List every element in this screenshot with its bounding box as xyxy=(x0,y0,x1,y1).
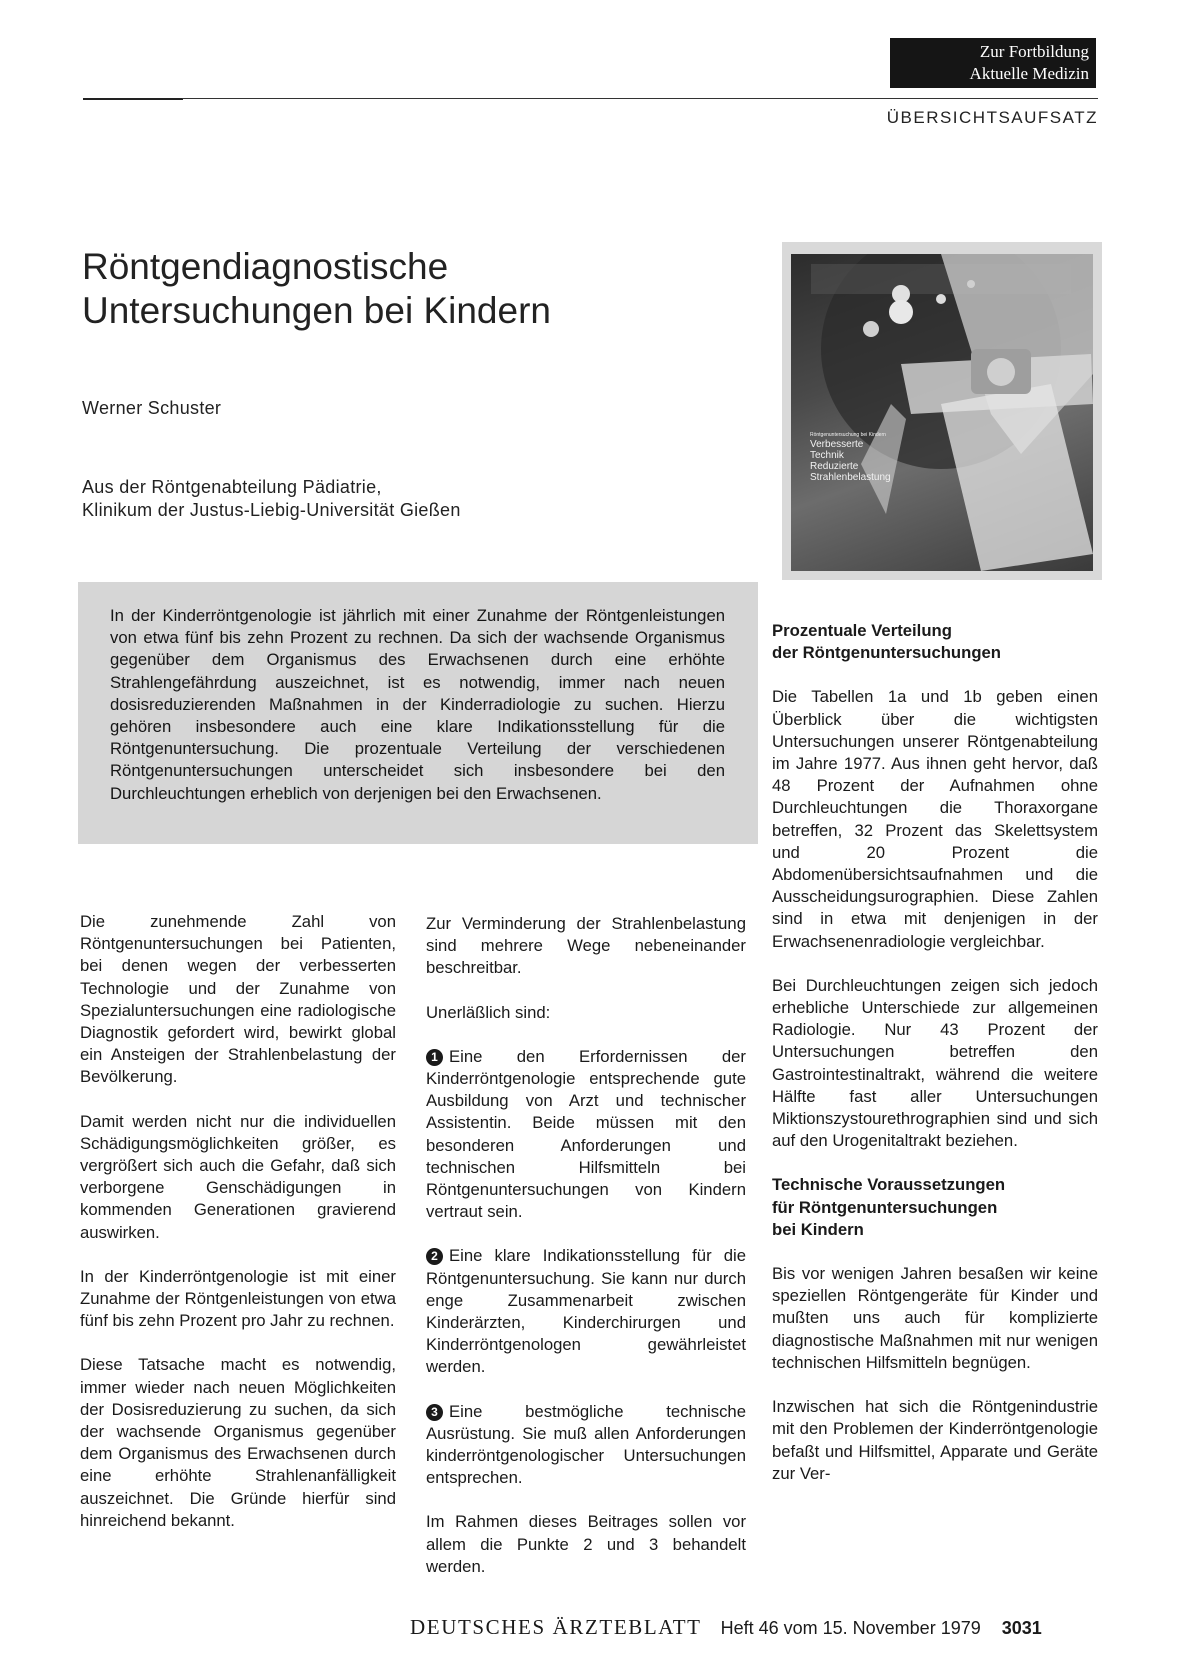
paragraph: Unerläßlich sind: xyxy=(426,1002,551,1022)
list-item xyxy=(426,1046,746,1224)
body-column-2 xyxy=(426,913,746,1600)
cover-caption xyxy=(810,432,891,483)
section-heading xyxy=(772,620,1098,664)
title-line-2: Untersuchungen bei Kindern xyxy=(82,290,551,331)
section-heading-line: bei Kindern xyxy=(772,1219,864,1239)
cover-caption-small: Röntgenuntersuchung bei Kindern xyxy=(810,432,886,438)
cover-caption-line: Technik xyxy=(810,450,844,461)
section-heading-line: für Röntgenuntersuchungen xyxy=(772,1197,998,1217)
paragraph: Diese Tatsache macht es notwendig, immer wieder nach neuen Möglichkeiten der Dosisreduzierung zu suchen, da sich der wachsende Organismus gegenüber dem Organismus des Erwachsenen durch eine erhöhte Strahlenanfälligkeit auszeichnet. Die Gründe hierfür sind hinreichend bekannt. xyxy=(80,1355,396,1530)
header-rule-accent xyxy=(83,98,183,100)
section-heading-line: der Röntgenuntersuchungen xyxy=(772,643,1001,663)
number-1-icon: 1 xyxy=(426,1049,443,1066)
cover-caption-line: Reduzierte xyxy=(810,461,859,472)
number-3-icon: 3 xyxy=(426,1404,443,1421)
paragraph: Die Tabellen 1a und 1b geben einen Überblick über die wichtigsten Untersuchungen unserer Röntgenabteilung im Jahre 1977. Aus ihnen geht hervor, daß 48 Prozent der Aufnahmen ohne Durchleuchtungen die Thoraxorgane betreffen, 32 Prozent das Skelettsystem und 20 Prozent die Abdomenübersichtsaufnahmen und die Ausscheidungsurographien. Diese Zahlen sind in etwa mit denjenigen in der Erwachsenenradiologie vergleichbar. xyxy=(772,687,1098,951)
author-name: Werner Schuster xyxy=(82,398,222,418)
article-category: ÜBERSICHTSAUFSATZ xyxy=(886,108,1098,127)
paragraph: In der Kinderröntgenologie ist mit einer Zunahme der Röntgenleistungen von etwa fünf bis zehn Prozent pro Jahr zu rechnen. xyxy=(80,1266,396,1331)
cover-caption-line: Strahlenbelastung xyxy=(810,472,891,483)
paragraph: Damit werden nicht nur die individuellen Schädigungsmöglichkeiten größer, es vergrößert sich auch die Gefahr, daß sich verborgene Genschädigungen in kommenden Generationen gravierend auswirken. xyxy=(80,1111,396,1242)
paragraph: Bei Durchleuchtungen zeigen sich jedoch erhebliche Unterschiede zur allgemeinen Radiologie. Nur 43 Prozent der Untersuchungen betreffen den Gastrointestinaltrakt, während die weitere Hälfte fast aller Untersuchungen Miktionszystourethrographien sind und sich auf den Urogenitaltrakt beziehen. xyxy=(772,975,1098,1151)
affiliation-line-1: Aus der Röntgenabteilung Pädiatrie, xyxy=(82,477,382,497)
body-column-3 xyxy=(772,620,1098,1507)
number-2-icon: 2 xyxy=(426,1248,443,1265)
body-column-1 xyxy=(80,911,396,1554)
paragraph: Zur Verminderung der Strahlenbelastung sind mehrere Wege nebeneinander beschreitbar. xyxy=(426,914,746,978)
list-item xyxy=(426,1401,746,1490)
title-line-1: Röntgendiagnostische xyxy=(82,246,449,287)
list-item-text: Eine bestmögliche technische Ausrüstung. Sie muß allen Anforderungen kinderröntgenologischer Untersuchungen entsprechen. xyxy=(426,1401,746,1488)
abstract: In der Kinderröntgenologie ist jährlich mit einer Zunahme der Röntgenleistungen von etwa fünf bis zehn Prozent zu rechnen. Da sich der wachsende Organismus gegenüber dem Organismus des Erwachsenen durch eine erhöhte Strahlengefährdung auszeichnet, ist es notwendig, immer nach neuen dosisreduzierenden Maßnahmen in der Kinderradiologie zu suchen. Hierzu gehören insbesondere auch eine klare Indikationsstellung für die Röntgenuntersuchung. Die prozentuale Verteilung der verschiedenen Röntgenuntersuchungen unterscheidet sich insbesondere bei den Durchleuchtungen erheblich von derjenigen bei den Erwachsenen. xyxy=(110,606,725,803)
paragraph: Im Rahmen dieses Beitrages sollen vor allem die Punkte 2 und 3 behandelt werden. xyxy=(426,1512,746,1576)
page-footer xyxy=(410,1615,1090,1640)
badge-line-2: Aktuelle Medizin xyxy=(969,64,1089,83)
list-item-text: Eine klare Indikationsstellung für die Röntgenuntersuchung. Sie kann nur durch enge Zusammenarbeit zwischen Kinderärzten, Kinderchirurgen und Kinderröntgenologen gewährleistet werden. xyxy=(426,1246,746,1377)
journal-name: DEUTSCHES ÄRZTEBLATT xyxy=(410,1615,702,1639)
photo-illustration xyxy=(791,254,1093,571)
xray-equipment-photo xyxy=(791,254,1093,571)
paragraph: Bis vor wenigen Jahren besaßen wir keine speziellen Röntgengeräte für Kinder und mußten uns auch für komplizierte diagnostische Maßnahmen mit nur wenigen technischen Hilfsmitteln begnügen. xyxy=(772,1264,1098,1372)
list-item-text: Eine den Erfordernissen der Kinderröntgenologie entsprechende gute Ausbildung von Arzt und technischer Assistentin. Beide müssen mit den besonderen Anforderungen und technischen Hilfsmitteln bei Röntgenuntersuchungen von Kindern vertraut sein. xyxy=(426,1046,746,1222)
section-badge xyxy=(890,38,1096,88)
header-rule xyxy=(182,98,1098,99)
paragraph: Inzwischen hat sich die Röntgenindustrie mit den Problemen der Kinderröntgenologie befaßt und Hilfsmittel, Apparate und Geräte zur Ver- xyxy=(772,1397,1098,1483)
paragraph: Die zunehmende Zahl von Röntgenuntersuchungen bei Patienten, bei denen wegen der verbesserten Technologie und der Zunahme von Spezialuntersuchungen eine radiologische Diagnostik gefordert wird, bewirkt global ein Ansteigen der Strahlenbelastung der Bevölkerung. xyxy=(80,912,396,1087)
section-heading xyxy=(772,1174,1098,1241)
badge-line-1: Zur Fortbildung xyxy=(979,42,1089,61)
cover-image xyxy=(782,242,1102,580)
issue-info: Heft 46 vom 15. November 1979 xyxy=(720,1618,981,1638)
section-heading-line: Technische Voraussetzungen xyxy=(772,1175,1006,1195)
page-number: 3031 xyxy=(1001,1618,1042,1638)
cover-caption-line: Verbesserte xyxy=(810,439,864,450)
article-title xyxy=(82,245,551,333)
author-affiliation xyxy=(82,476,461,522)
list-item xyxy=(426,1245,746,1378)
section-heading-line: Prozentuale Verteilung xyxy=(772,621,952,640)
affiliation-line-2: Klinikum der Justus-Liebig-Universität Gießen xyxy=(82,500,461,520)
